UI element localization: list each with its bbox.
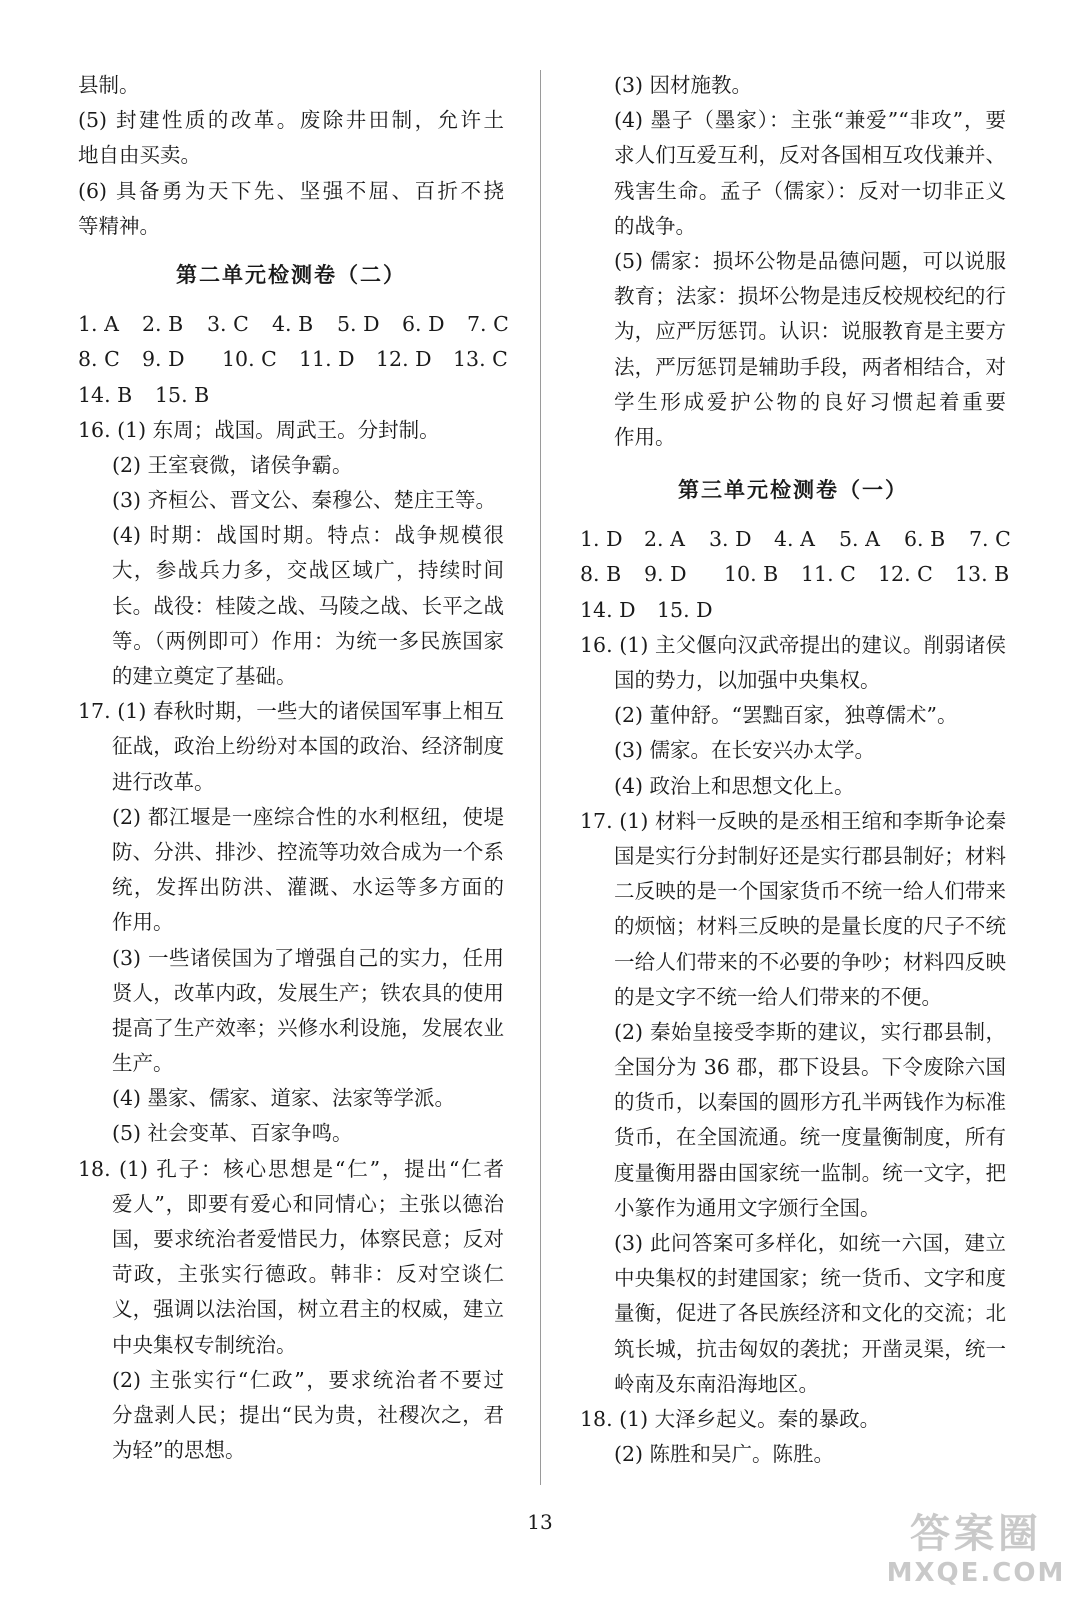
section-heading: 第三单元检测卷（一） bbox=[678, 478, 908, 503]
text-line: 义，强调以法治国，树立君主的权威，建立 bbox=[112, 1297, 504, 1322]
text-line: 的烦恼；材料三反映的是量长度的尺子不统 bbox=[614, 914, 1006, 939]
text-line: 18. (1) 大泽乡起义。秦的暴政。 bbox=[580, 1406, 881, 1431]
text-line: 法，严厉惩罚是辅助手段，两者相结合，对 bbox=[614, 354, 1006, 379]
text-line: 小篆作为通用文字颁行全国。 bbox=[614, 1195, 881, 1220]
text-line: 二反映的是一个国家货币不统一给人们带来 bbox=[614, 879, 1006, 904]
text-line: (2) 陈胜和吴广。陈胜。 bbox=[614, 1442, 835, 1467]
mc-answer: 2. A bbox=[644, 527, 685, 552]
mc-answer: 5. A bbox=[839, 527, 880, 552]
mc-answer: 9. D bbox=[644, 562, 687, 587]
text-line: (3) 因材施教。 bbox=[614, 73, 753, 97]
text-line: 17. (1) 春秋时期，一些大的诸侯国军事上相互 bbox=[78, 699, 504, 724]
text-line: 教育；法家：损坏公物是违反校规校纪的行 bbox=[614, 284, 1006, 309]
text-line: (2) 董仲舒。“罢黜百家，独尊儒术”。 bbox=[614, 703, 958, 728]
text-line: (4) 墨子（墨家）：主张“兼爱”“非攻”，要 bbox=[614, 108, 1006, 133]
text-line: 的建立奠定了基础。 bbox=[112, 664, 297, 688]
text-line: 国是实行分封制好还是实行郡县制好；材料 bbox=[614, 843, 1006, 868]
mc-answer-row bbox=[580, 557, 1010, 592]
mc-answer-row bbox=[78, 378, 504, 413]
text-line: 进行改革。 bbox=[112, 769, 215, 794]
text-line: (3) 一些诸侯国为了增强自己的实力，任用 bbox=[112, 945, 504, 970]
text-line: 国，要求统治者爱惜民力，体察民意；反对 bbox=[112, 1227, 504, 1251]
text-line: 作用。 bbox=[112, 910, 174, 935]
text-line: 征战，政治上纷纷对本国的政治、经济制度 bbox=[112, 734, 504, 759]
text-line: 中央集权的封建国家；统一货币、文字和度 bbox=[614, 1266, 1006, 1291]
text-line: 为，应严厉惩罚。认识：说服教育是主要方 bbox=[614, 319, 1006, 344]
text-line: 18. (1) 孔子：核心思想是“仁”，提出“仁者 bbox=[78, 1156, 504, 1181]
mc-answer-row bbox=[580, 522, 1011, 557]
text-line: 筑长城，抗击匈奴的袭扰；开凿灵渠，统一 bbox=[614, 1336, 1006, 1361]
text-line: 等精神。 bbox=[78, 213, 160, 238]
text-line: 度量衡用器由国家统一监制。统一文字，把 bbox=[614, 1160, 1006, 1185]
mc-answer: 3. C bbox=[207, 312, 249, 337]
text-line: 为轻”的思想。 bbox=[112, 1438, 246, 1463]
text-line: 苛政，主张实行德政。韩非：反对空谈仁 bbox=[112, 1262, 504, 1287]
text-line: (4) 墨家、儒家、道家、法家等学派。 bbox=[112, 1086, 456, 1111]
text-line: 的战争。 bbox=[614, 213, 696, 238]
text-line: 防、分洪、排沙、控流等功效合成为一个系 bbox=[112, 839, 504, 864]
text-line: 全国分为 36 郡，郡下设县。下令废除六国 bbox=[614, 1055, 1006, 1080]
mc-answer: 1. A bbox=[78, 312, 119, 337]
text-line: (4) 时期：战国时期。特点：战争规模很 bbox=[112, 523, 504, 548]
text-line: (3) 儒家。在长安兴办太学。 bbox=[614, 738, 876, 763]
text-line: 分盘剥人民；提出“民为贵，社稷次之，君 bbox=[112, 1402, 504, 1427]
text-line: 残害生命。孟子（儒家）：反对一切非正义 bbox=[614, 178, 1006, 203]
text-line: (3) 此问答案可多样化，如统一六国，建立 bbox=[614, 1231, 1006, 1255]
text-line: 生产。 bbox=[112, 1051, 174, 1076]
text-line: 县制。 bbox=[78, 73, 140, 97]
mc-answer: 8. C bbox=[78, 347, 120, 372]
mc-answer: 13. B bbox=[955, 562, 1010, 587]
text-line: (2) 主张实行“仁政”，要求统治者不要过 bbox=[112, 1367, 504, 1392]
mc-answer: 10. C bbox=[222, 347, 277, 372]
mc-answer: 6. B bbox=[904, 527, 946, 552]
text-line: 贤人，改革内政，发展生产；铁农具的使用 bbox=[112, 980, 504, 1005]
text-line: 的是文字不统一给人们带来的不便。 bbox=[614, 984, 942, 1009]
text-line: 一给人们带来的不必要的争吵；材料四反映 bbox=[614, 949, 1006, 974]
text-line: 量衡，促进了各民族经济和文化的交流；北 bbox=[614, 1301, 1006, 1326]
mc-answer: 11. C bbox=[801, 562, 856, 587]
text-line: (5) 封建性质的改革。废除井田制，允许土 bbox=[78, 108, 504, 133]
text-line: 长。战役：桂陵之战、马陵之战、长平之战 bbox=[112, 593, 504, 618]
watermark-logo bbox=[881, 1510, 1071, 1594]
mc-answer: 12. C bbox=[878, 562, 933, 587]
text-line: (4) 政治上和思想文化上。 bbox=[614, 773, 855, 798]
mc-answer: 9. D bbox=[142, 347, 185, 372]
text-line: 大，参战兵力多，交战区域广，持续时间 bbox=[112, 558, 504, 583]
section-heading: 第二单元检测卷（二） bbox=[176, 262, 406, 287]
mc-answer: 10. B bbox=[724, 562, 779, 587]
text-line: 爱人”，即要有爱心和同情心；主张以德治 bbox=[112, 1191, 504, 1216]
mc-answer-row bbox=[78, 342, 508, 377]
watermark-top-text: 答案圈 bbox=[910, 1511, 1042, 1557]
mc-answer: 15. B bbox=[155, 382, 210, 407]
watermark-bottom-text: MXQE.COM bbox=[886, 1558, 1066, 1588]
text-line: 学生形成爱护公物的良好习惯起着重要 bbox=[614, 389, 1006, 414]
text-line: 岭南及东南沿海地区。 bbox=[614, 1371, 819, 1396]
right-column bbox=[580, 68, 1011, 1472]
text-line: (2) 都江堰是一座综合性的水利枢纽，使堤 bbox=[112, 804, 504, 829]
mc-answer: 8. B bbox=[580, 562, 622, 587]
mc-answer: 6. D bbox=[402, 312, 445, 337]
text-line: 地自由买卖。 bbox=[78, 143, 201, 168]
mc-answer: 5. D bbox=[337, 312, 380, 337]
text-line: 货币，在全国流通。统一度量衡制度，所有 bbox=[614, 1125, 1006, 1150]
text-line: (2) 王室衰微，诸侯争霸。 bbox=[112, 452, 353, 477]
mc-answer: 7. C bbox=[969, 527, 1011, 552]
mc-answer: 15. D bbox=[657, 597, 713, 622]
text-line: 统，发挥出防洪、灌溉、水运等多方面的 bbox=[112, 875, 504, 900]
mc-answer: 4. B bbox=[272, 312, 314, 337]
mc-answer: 3. D bbox=[709, 527, 752, 552]
text-line: 16. (1) 主父偃向汉武帝提出的建议。削弱诸侯 bbox=[580, 632, 1006, 657]
text-line: (5) 社会变革、百家争鸣。 bbox=[112, 1121, 353, 1146]
mc-answer: 14. D bbox=[580, 597, 636, 622]
mc-answer: 2. B bbox=[142, 312, 184, 337]
mc-answer: 12. D bbox=[376, 347, 432, 372]
text-line: (6) 具备勇为天下先、坚强不屈、百折不挠 bbox=[78, 178, 504, 203]
text-line: 提高了生产效率；兴修水利设施，发展农业 bbox=[112, 1015, 504, 1040]
mc-answer: 4. A bbox=[774, 527, 815, 552]
mc-answer: 11. D bbox=[299, 347, 355, 372]
text-line: 作用。 bbox=[614, 424, 676, 449]
mc-answer-row bbox=[580, 593, 1006, 628]
mc-answer: 1. D bbox=[580, 527, 623, 552]
mc-answer-row bbox=[78, 307, 509, 342]
text-line: 17. (1) 材料一反映的是丞相王绾和李斯争论秦 bbox=[580, 808, 1006, 833]
text-line: 求人们互爱互利，反对各国相互攻伐兼并、 bbox=[614, 143, 1006, 168]
mc-answer: 7. C bbox=[467, 312, 509, 337]
text-line: 16. (1) 东周；战国。周武王。分封制。 bbox=[78, 417, 440, 442]
text-line: (5) 儒家：损坏公物是品德问题，可以说服 bbox=[614, 248, 1006, 273]
text-line: 国的势力，以加强中央集权。 bbox=[614, 668, 881, 692]
text-line: (2) 秦始皇接受李斯的建议，实行郡县制， bbox=[614, 1019, 1006, 1044]
text-line: 等。（两例即可）作用：为统一多民族国家 bbox=[112, 628, 504, 653]
text-line: 的货币，以秦国的圆形方孔半两钱作为标准 bbox=[614, 1090, 1006, 1115]
text-line: 中央集权专制统治。 bbox=[112, 1332, 297, 1357]
mc-answer: 13. C bbox=[453, 347, 508, 372]
mc-answer: 14. B bbox=[78, 382, 133, 407]
column-divider bbox=[540, 70, 541, 1485]
left-column bbox=[78, 68, 509, 1468]
text-line: (3) 齐桓公、晋文公、秦穆公、楚庄王等。 bbox=[112, 488, 497, 513]
page-number: 13 bbox=[527, 1510, 553, 1534]
